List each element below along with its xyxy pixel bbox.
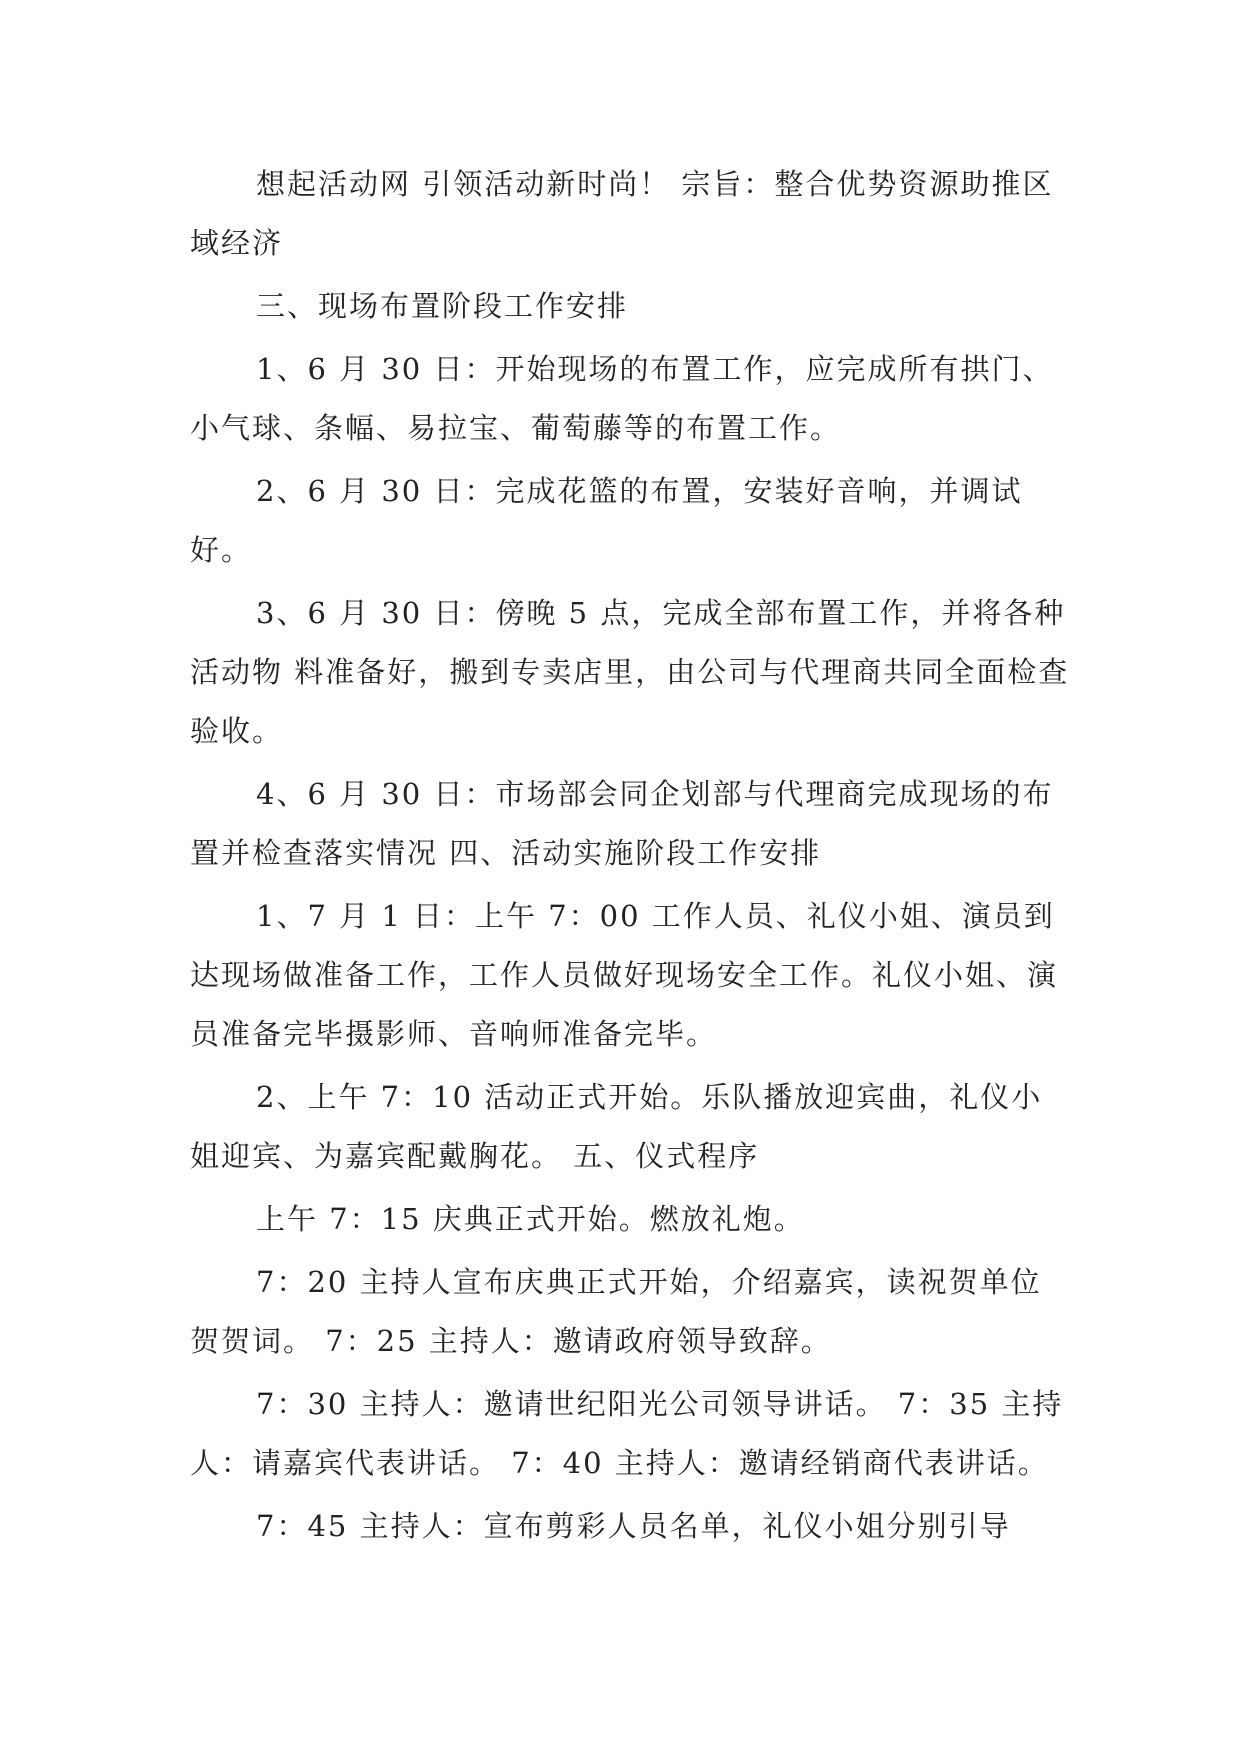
document-body bbox=[190, 155, 1070, 1560]
paragraph-implementation-1: 1、7 月 1 日：上午 7：00 工作人员、礼仪小姐、演员到达现场做准备工作，工作人员做好现场安全工作。礼仪小姐、演员准备完毕摄影师、音响师准备完毕。 bbox=[190, 899, 1059, 1051]
paragraph-slogan: 想起活动网 引领活动新时尚！ 宗旨：整合优势资源助推区域经济 bbox=[190, 167, 1054, 260]
paragraph-setup-3: 3、6 月 30 日：傍晚 5 点，完成全部布置工作，并将各种活动物 料准备好，搬到专卖店里，由公司与代理商共同全面检查验收。 bbox=[190, 596, 1070, 748]
paragraph-ceremony-start: 上午 7：15 庆典正式开始。燃放礼炮。 bbox=[256, 1202, 805, 1236]
section-heading-setup: 三、现场布置阶段工作安排 bbox=[256, 289, 629, 323]
paragraph-ceremony-720: 7：20 主持人宣布庆典正式开始，介绍嘉宾，读祝贺单位贺贺词。 7：25 主持人：邀请政府领导致辞。 bbox=[190, 1265, 1042, 1358]
paragraph-setup-1: 1、6 月 30 日：开始现场的布置工作，应完成所有拱门、小气球、条幅、易拉宝、葡萄藤等的布置工作。 bbox=[190, 352, 1054, 445]
paragraph-implementation-2: 2、上午 7：10 活动正式开始。乐队播放迎宾曲，礼仪小姐迎宾、为嘉宾配戴胸花。 五、仪式程序 bbox=[190, 1080, 1043, 1173]
paragraph-ceremony-730: 7：30 主持人：邀请世纪阳光公司领导讲话。 7：35 主持人：请嘉宾代表讲话。 7：40 主持人：邀请经销商代表讲话。 bbox=[190, 1387, 1064, 1480]
paragraph-setup-4: 4、6 月 30 日：市场部会同企划部与代理商完成现场的布置并检查落实情况 四、活动实施阶段工作安排 bbox=[190, 777, 1054, 870]
paragraph-setup-2: 2、6 月 30 日：完成花篮的布置，安装好音响，并调试好。 bbox=[190, 474, 1023, 567]
paragraph-ceremony-745: 7：45 主持人：宣布剪彩人员名单，礼仪小姐分别引导 bbox=[256, 1509, 1011, 1543]
